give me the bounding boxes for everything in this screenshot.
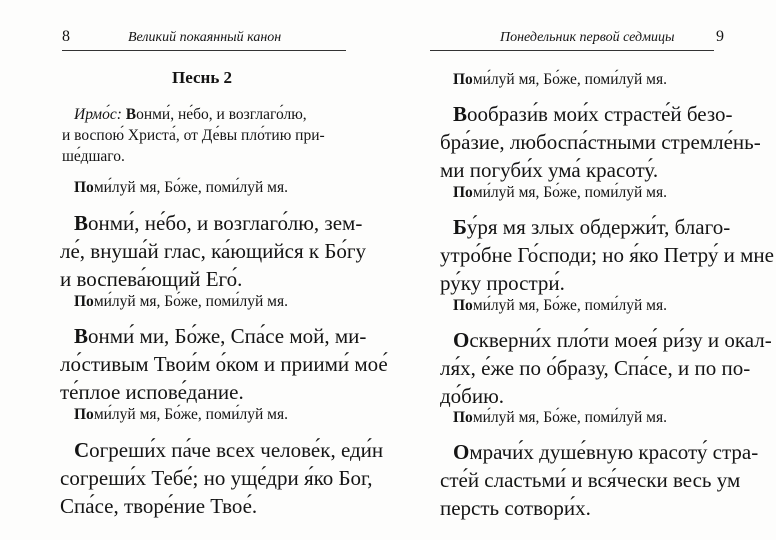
right-page xyxy=(390,0,776,540)
line-text: у́ря мя злых обдержи́т, благо- xyxy=(466,215,731,239)
text-line: ше́дшаго. xyxy=(62,148,125,165)
line-text: мрачи́х душе́вную красоту́ стра- xyxy=(469,440,759,464)
text-line: и воспева́ющий Его́. xyxy=(60,267,243,291)
drop-letter: По xyxy=(74,406,94,423)
text-line: до́бию. xyxy=(440,384,505,408)
troparion xyxy=(440,438,758,522)
text-line: онми́, не́бо, и возглаго́лю, xyxy=(136,106,307,123)
header-rule xyxy=(62,50,346,51)
drop-letter: По xyxy=(453,297,473,314)
text-line: утро́бне Го́споди; но я́ко Петру́ и мне xyxy=(440,243,774,267)
drop-letter: С xyxy=(74,438,90,462)
drop-letter: По xyxy=(453,71,473,88)
drop-letter: В xyxy=(74,324,89,348)
line-text: скверни́х пло́ти моея́ ри́зу и окал- xyxy=(469,328,772,352)
text-line: ле́, внуша́й глас, ка́ющийся к Бо́гу xyxy=(60,239,366,263)
refrain xyxy=(453,295,667,316)
text-line xyxy=(440,213,774,241)
refrain xyxy=(453,69,667,90)
refrain xyxy=(453,407,667,428)
drop-letter: О xyxy=(453,440,470,464)
text-line xyxy=(60,436,383,464)
troparion xyxy=(60,322,388,406)
text-line: и воспою́ Христа́, от Де́вы пло́тию при- xyxy=(62,127,325,144)
text-line: согреши́х Тебе́; но уще́дри я́ко Бог, xyxy=(60,466,373,490)
troparion xyxy=(440,100,761,184)
refrain-text: ми́луй мя, Бо́же, поми́луй мя. xyxy=(93,406,288,423)
refrain-text: ми́луй мя, Бо́же, поми́луй мя. xyxy=(472,297,667,314)
page-number: 9 xyxy=(716,28,724,45)
refrain xyxy=(453,182,667,203)
troparion xyxy=(440,213,774,297)
text-line: ло́стивым Твои́м о́ком и приими́ мое́ xyxy=(60,352,388,376)
header-rule xyxy=(430,50,714,51)
troparion xyxy=(440,326,772,410)
irmos xyxy=(62,104,325,167)
drop-letter: Б xyxy=(453,215,467,239)
troparion xyxy=(60,436,383,520)
text-line xyxy=(60,209,366,237)
text-line: ру́ку простри́. xyxy=(440,271,565,295)
irmos-line xyxy=(62,104,325,125)
text-line: ля́х, е́же по о́бразу, Спа́се, и по по- xyxy=(440,356,751,380)
text-line xyxy=(440,326,772,354)
irmos-label: Ирмо́с: xyxy=(74,106,122,123)
drop-letter: В xyxy=(74,211,89,235)
running-head: Понедельник первой седмицы xyxy=(500,30,675,45)
line-text: онми́, не́бо, и возглаго́лю, зем- xyxy=(88,211,363,235)
drop-letter: По xyxy=(74,179,94,196)
text-line xyxy=(440,438,758,466)
text-line: ми погуби́х ума́ красоту́. xyxy=(440,158,659,182)
text-line: персть сотвори́х. xyxy=(440,496,591,520)
refrain-text: ми́луй мя, Бо́же, поми́луй мя. xyxy=(93,179,288,196)
text-line xyxy=(440,100,761,128)
line-text: ообрази́в мои́х страсте́й безо- xyxy=(467,102,733,126)
drop-letter: По xyxy=(453,409,473,426)
running-head: Великий покаянный канон xyxy=(128,30,282,45)
page-number: 8 xyxy=(62,28,70,45)
drop-letter: В xyxy=(453,102,468,126)
drop-letter: По xyxy=(74,293,94,310)
refrain-text: ми́луй мя, Бо́же, поми́луй мя. xyxy=(93,293,288,310)
line-text: онми́ ми, Бо́же, Спа́се мой, ми- xyxy=(88,324,367,348)
text-line xyxy=(60,322,388,350)
refrain-text: ми́луй мя, Бо́же, поми́луй мя. xyxy=(472,409,667,426)
drop-letter: О xyxy=(453,328,470,352)
text-line: те́плое испове́дание. xyxy=(60,380,244,404)
text-line: сте́й сластьми́ и вся́чески весь ум xyxy=(440,468,741,492)
refrain xyxy=(74,404,288,425)
drop-letter: В xyxy=(125,106,137,123)
text-line: бра́зие, любоспа́стными стремле́нь- xyxy=(440,130,761,154)
refrain xyxy=(74,291,288,312)
text-line: Спа́се, творе́ние Твое́. xyxy=(60,494,258,518)
refrain-text: ми́луй мя, Бо́же, поми́луй мя. xyxy=(472,71,667,88)
troparion xyxy=(60,209,366,293)
drop-letter: По xyxy=(453,184,473,201)
line-text: огреши́х па́че всех челове́к, еди́н xyxy=(89,438,384,462)
refrain xyxy=(74,177,288,198)
song-heading: Песнь 2 xyxy=(172,68,233,87)
refrain-text: ми́луй мя, Бо́же, поми́луй мя. xyxy=(472,184,667,201)
